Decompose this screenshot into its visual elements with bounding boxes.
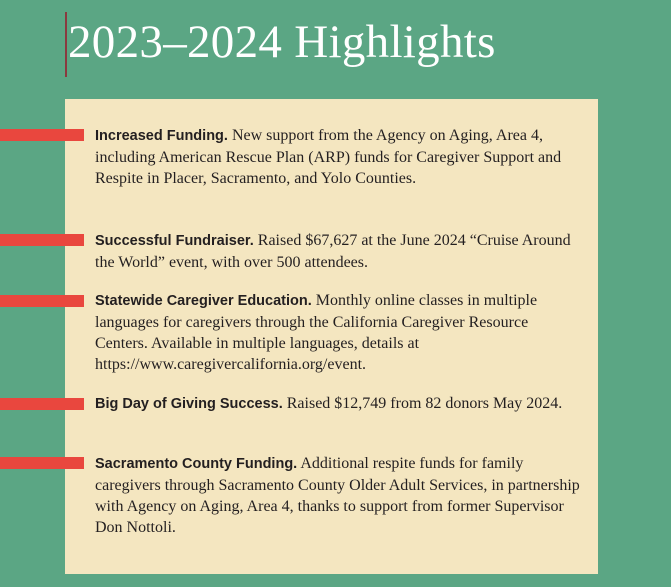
highlight-text: [95, 290, 585, 375]
highlight-text: [95, 125, 585, 189]
highlight-title: Statewide Caregiver Education.: [95, 293, 312, 309]
highlight-bullet-bar: [0, 295, 84, 307]
title-accent-rule: [65, 12, 67, 77]
highlight-body: Additional respite funds for family caregivers through Sacramento County Older Adult Services, in partnership with Agency on Aging, Area 4, thanks to support from former Supervisor Don Nottoli.: [95, 455, 580, 536]
highlight-title: Sacramento County Funding.: [95, 456, 298, 472]
highlight-body: New support from the Agency on Aging, Area 4, including American Rescue Plan (ARP) funds for Caregiver Support and Respite in Placer, Sacramento, and Yolo Counties.: [95, 127, 562, 187]
highlight-bullet-bar: [0, 398, 84, 410]
highlight-body: Raised $67,627 at the June 2024 “Cruise Around the World” event, with over 500 attendees.: [95, 232, 571, 271]
highlight-bullet-bar: [0, 129, 84, 141]
highlight-body: Monthly online classes in multiple languages for caregivers through the California Caregiver Resource Centers. Available in multiple languages, details at https://www.caregivercalifornia.org/event.: [95, 292, 538, 373]
highlight-text: [95, 393, 585, 415]
highlight-bullet-bar: [0, 234, 84, 246]
highlight-bullet-bar: [0, 457, 84, 469]
highlight-text: [95, 453, 585, 538]
page-title: 2023–2024 Highlights: [68, 16, 496, 68]
highlight-title: Successful Fundraiser.: [95, 233, 254, 249]
highlight-title: Increased Funding.: [95, 128, 228, 144]
highlight-title: Big Day of Giving Success.: [95, 396, 283, 412]
highlight-text: [95, 230, 585, 273]
highlight-body: Raised $12,749 from 82 donors May 2024.: [286, 395, 563, 412]
